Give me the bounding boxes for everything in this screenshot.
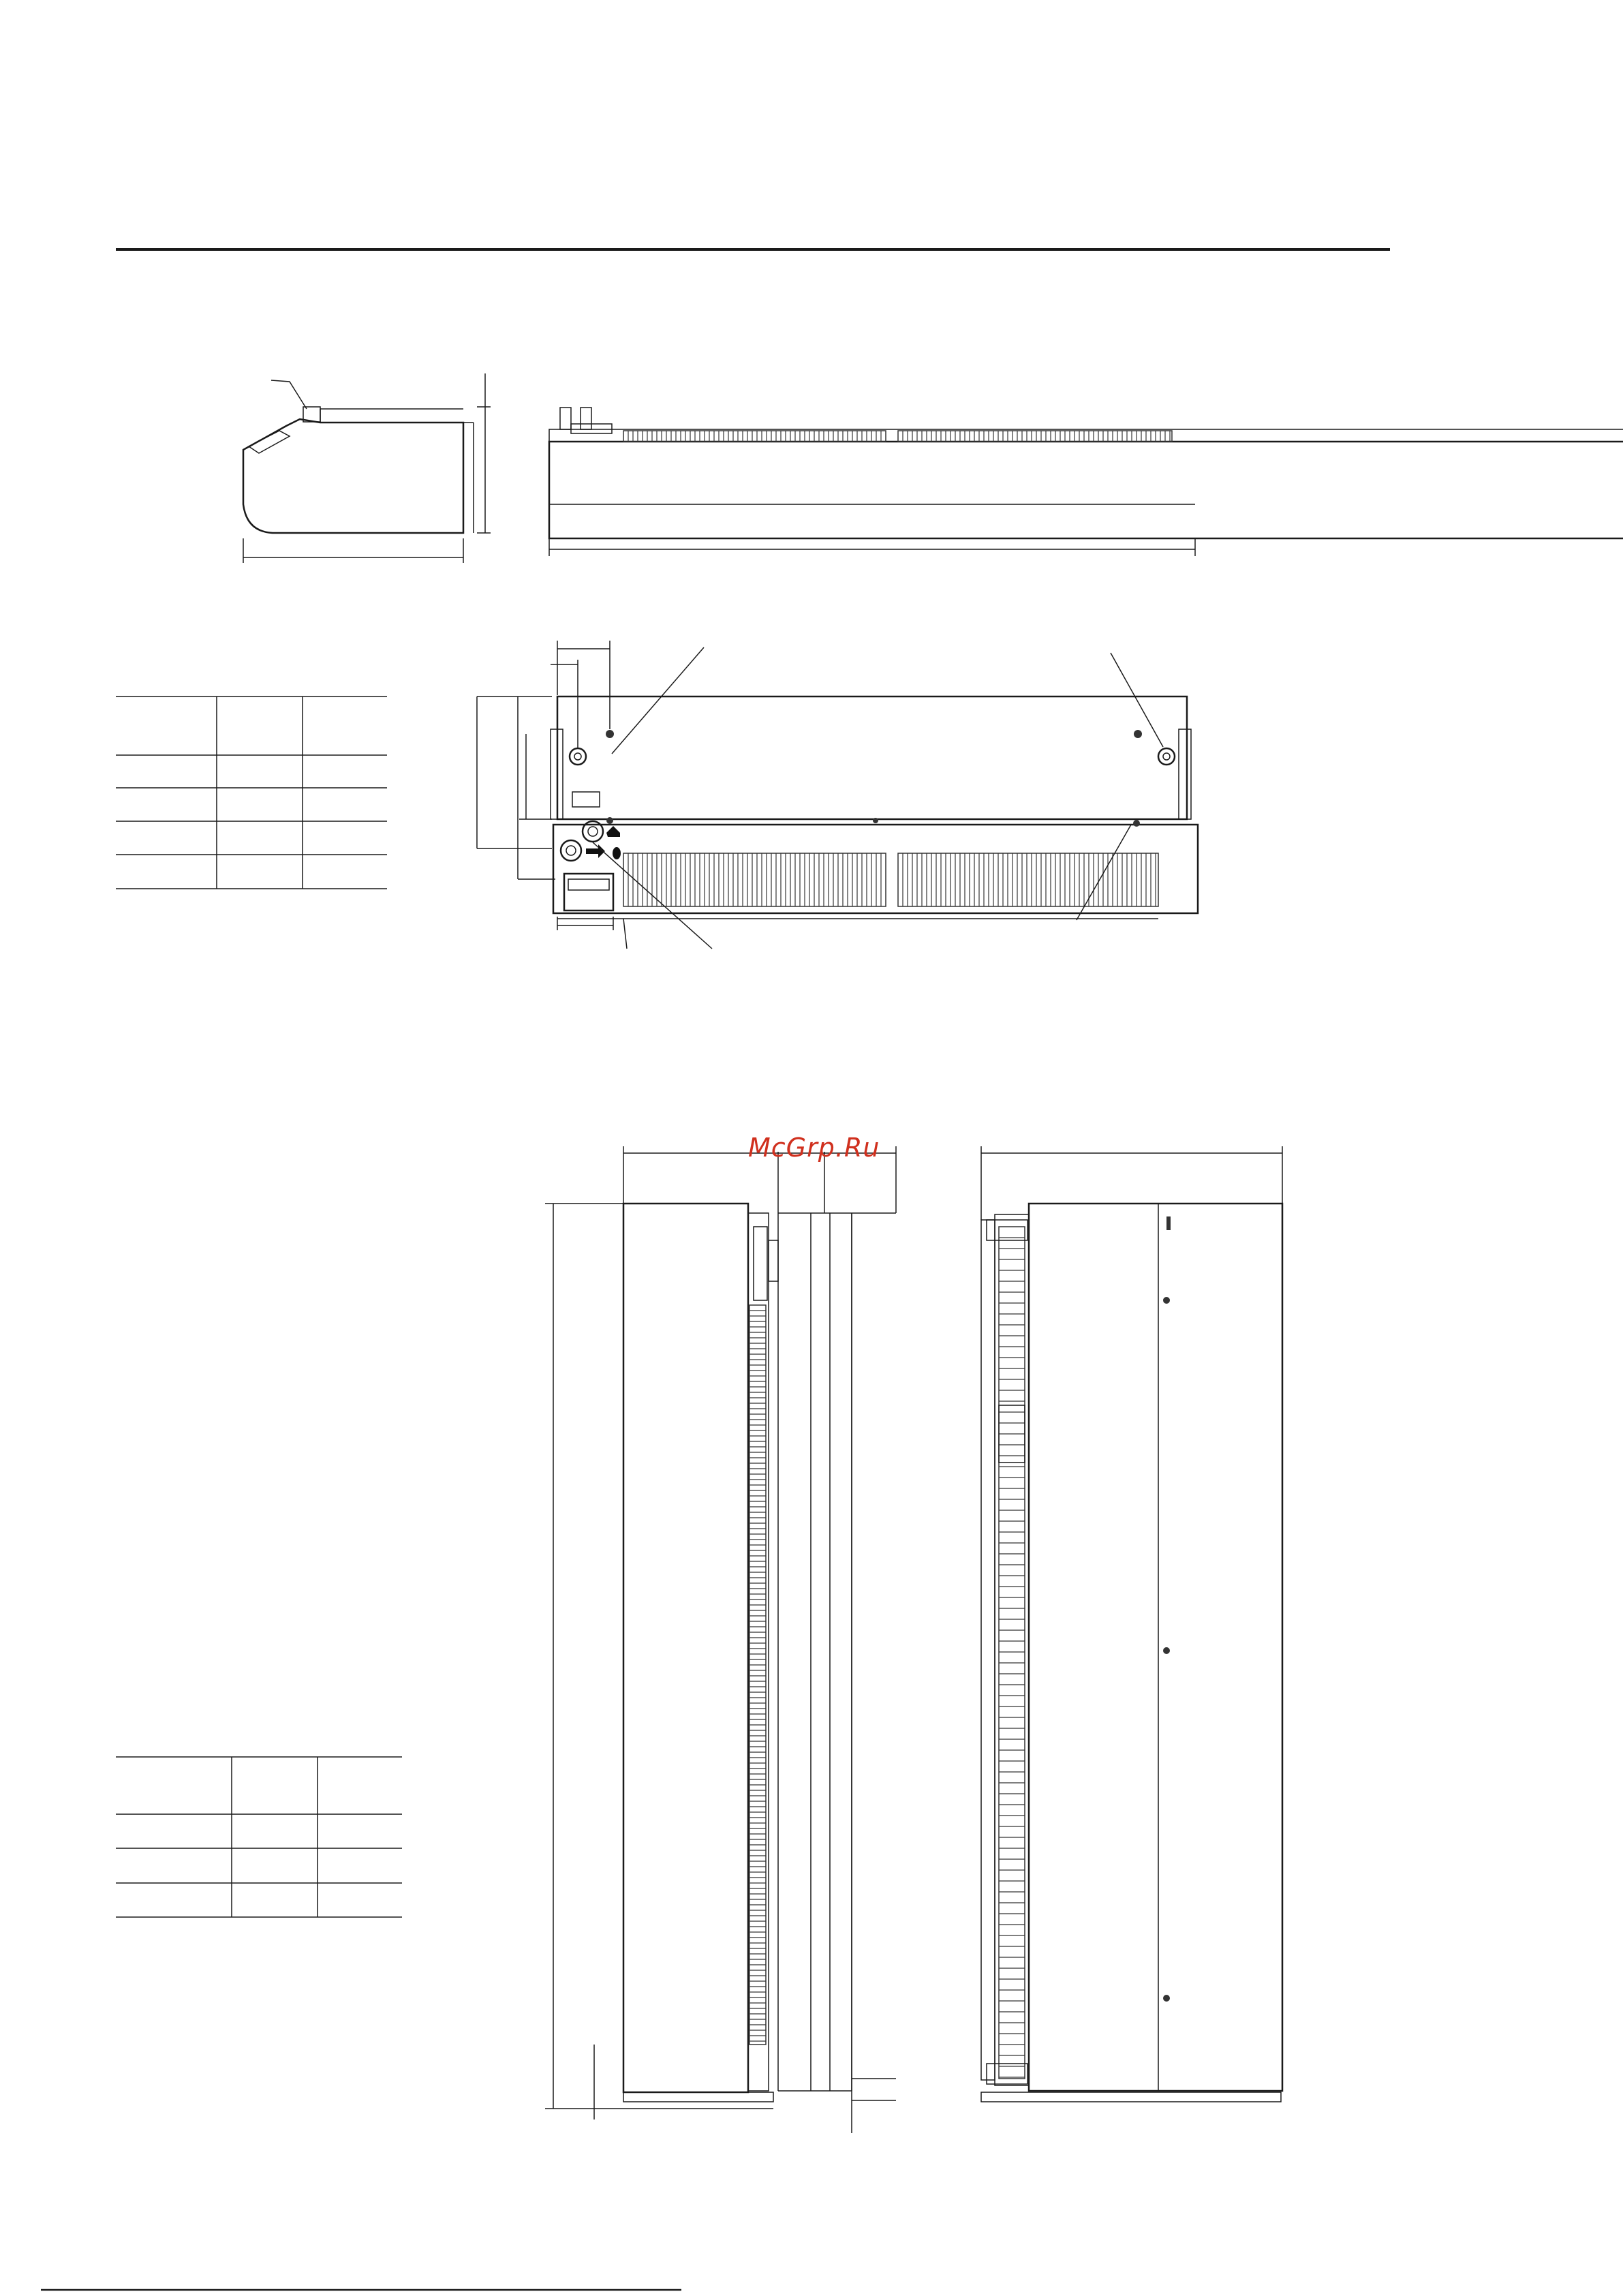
table-bottom (116, 1757, 402, 1917)
vertical-view-front (981, 1146, 1282, 2102)
front-view (549, 408, 1623, 556)
table-top (116, 697, 387, 889)
vertical-view-side (545, 1146, 896, 2133)
watermark: McGrp.Ru (748, 1133, 880, 1163)
side-view (243, 373, 491, 563)
rear-view (477, 641, 1198, 949)
